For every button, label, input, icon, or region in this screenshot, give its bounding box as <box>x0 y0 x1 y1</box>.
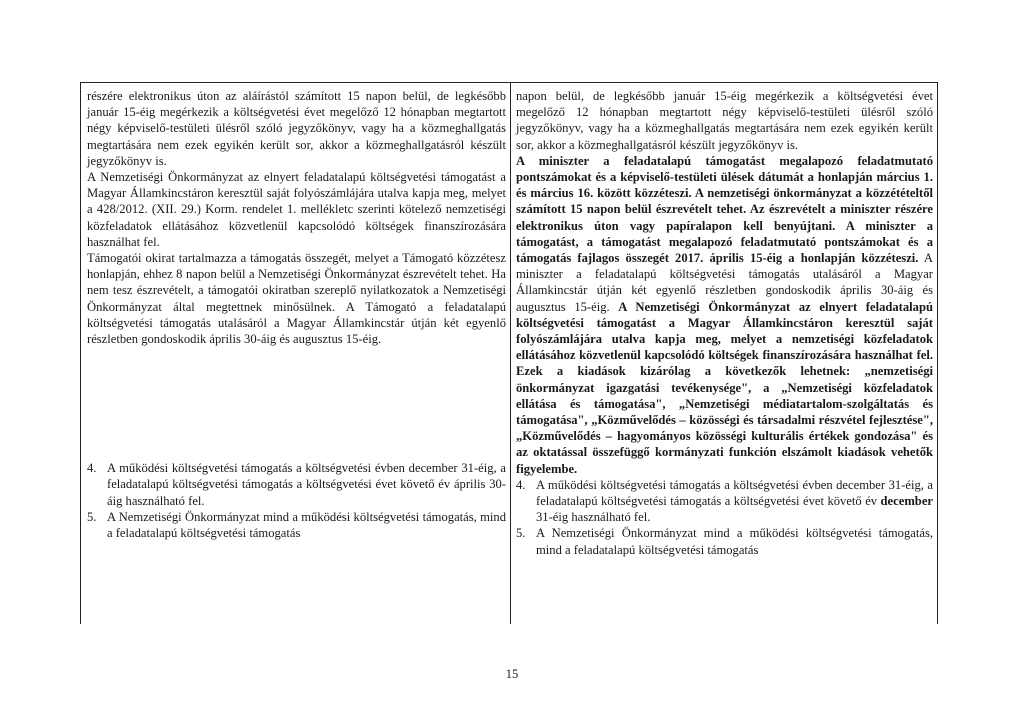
right-item-4-text-c: 31-éig használható fel. <box>536 510 651 525</box>
right-column <box>511 83 937 624</box>
right-item-4 <box>516 477 933 526</box>
left-paragraph-1: részére elektronikus úton az aláírástól számított 15 napon belül, de legkésőbb január 15-éig megérkezik a költségvetési évet megelőző 12 hónapban megtartott négy képviselő-testületi ülésről szóló jegyzőkönyv, vagy ha a közmeghallgatás megtartására nem ezek egyikén került sor, akkor a közmeghallgatásról készült jegyzőkönyv is. <box>87 89 506 168</box>
left-item-4-number: 4. <box>87 461 97 476</box>
left-item-5-text: A Nemzetiségi Önkormányzat mind a működési költségvetési támogatás, mind a feladatalapú költségvetési támogatás <box>107 509 506 541</box>
right-paragraph-1: napon belül, de legkésőbb január 15-éig megérkezik a költségvetési évet megelőző 12 hónapban megtartott négy képviselő-testületi ülésről szóló jegyzőkönyv, vagy ha a közmeghallgatás megtartására nem ezek egyikén került sor, akkor a közmeghallgatásról készült jegyzőkönyv is. <box>516 89 933 152</box>
left-paragraph-3: Támogatói okirat tartalmazza a támogatás összegét, melyet a Támogató közzétesz honlapján, ehhez 8 napon belül a Nemzetiségi Önkormányzat észrevételt tehet. Ha nem tesz észrevételt, a támogatói okiratban szereplő nyilatkozatok a Nemzetiségi Önkormányzat által megtettnek minősülnek. A Támogató a feladatalapú költségvetési támogatás utalásáról a Magyar Államkincstár útján két egyenlő részletben gondoskodik április 30-áig és augusztus 15-éig. <box>87 251 506 347</box>
right-item-4-text <box>536 477 933 526</box>
right-item-5 <box>516 525 933 557</box>
right-item-4-number: 4. <box>516 477 526 492</box>
right-paragraph-2-bold-a: A miniszter a feladatalapú támogatást megalapozó feladatmutató pontszámokat és a képviselő-testületi ülések dátumát a honlapján március 1. és március 16. között közzéteszi. A nemzetiségi önkormányzat a közzétételtől számított 15 napon belül észrevételt tehet. Az észrevételt a miniszter részére elektronikus úton vagy papíralapon kell benyújtani. A miniszter a támogatást, a támogatást megalapozó feladatmutató pontszámokat és a támogatás fajlagos összegét 2017. április 15-éig a honlapján közzéteszi. <box>516 153 933 266</box>
left-item-4 <box>87 460 506 509</box>
right-paragraph-2 <box>516 153 933 477</box>
left-item-5 <box>87 509 506 541</box>
left-item-5-number: 5. <box>87 509 97 524</box>
right-item-5-text: A Nemzetiségi Önkormányzat mind a működési költségvetési támogatás, mind a feladatalapú költségvetési támogatás <box>536 526 933 557</box>
left-column <box>81 83 511 624</box>
comparison-table <box>80 82 938 624</box>
left-paragraph-2: A Nemzetiségi Önkormányzat az elnyert feladatalapú költségvetési támogatást a Magyar Államkincstáron keresztül saját folyószámlájára utalva kapja meg, melyet a 428/2012. (XII. 29.) Korm. rendelet 1. mellékletc szerinti kötelező nemzetiségi közfeladatok ellátásához közvetlenül kapcsolódó költségek finanszírozására használhat fel. <box>87 170 506 249</box>
right-paragraph-2-bold-c: A Nemzetiségi Önkormányzat az elnyert feladatalapú költségvetési támogatást a Magyar Államkincstáron keresztül saját folyószámlájára utalva kapja meg, melyet a nemzetiségi közfeladatok ellátásához közvetlenül kapcsolódó költségek finanszírozására használhat fel. Ezek a kiadások kizárólag a következők lehetnek: „nemzetiségi önkormányzat igazgatási tevékenysége", a „Nemzetiségi közfeladatok ellátása és támogatása", „Nemzetiségi médiatartalom-szolgáltatás és támogatása", „Közművelődés – közösségi és társadalmi részvétel fejlesztése", „Közművelődés – hagyományos közösségi kulturális értékek gondozása" és az oktatással összefüggő kormányzati funkción elszámolt kiadások vehetők figyelembe. <box>516 299 933 476</box>
right-item-4-bold: december <box>880 494 933 509</box>
right-item-4-text-a: A működési költségvetési támogatás a költségvetési évben december 31-éig, a feladatalapú költségvetési támogatás a költségvetési évet követő év <box>536 477 933 509</box>
right-paragraph-2-text: A miniszter a feladatalapú költségvetési támogatás utalásáról a Magyar Államkincstár útján két egyenlő részletben gondoskodik április 30-áig és augusztus 15-éig. <box>516 251 933 314</box>
right-item-5-number: 5. <box>516 526 526 541</box>
page-number: 15 <box>505 667 519 681</box>
left-item-4-text: A működési költségvetési támogatás a költségvetési évben december 31-éig, a feladatalapú költségvetési támogatás a költségvetési évet követő év április 30-áig használható fel. <box>107 461 506 508</box>
